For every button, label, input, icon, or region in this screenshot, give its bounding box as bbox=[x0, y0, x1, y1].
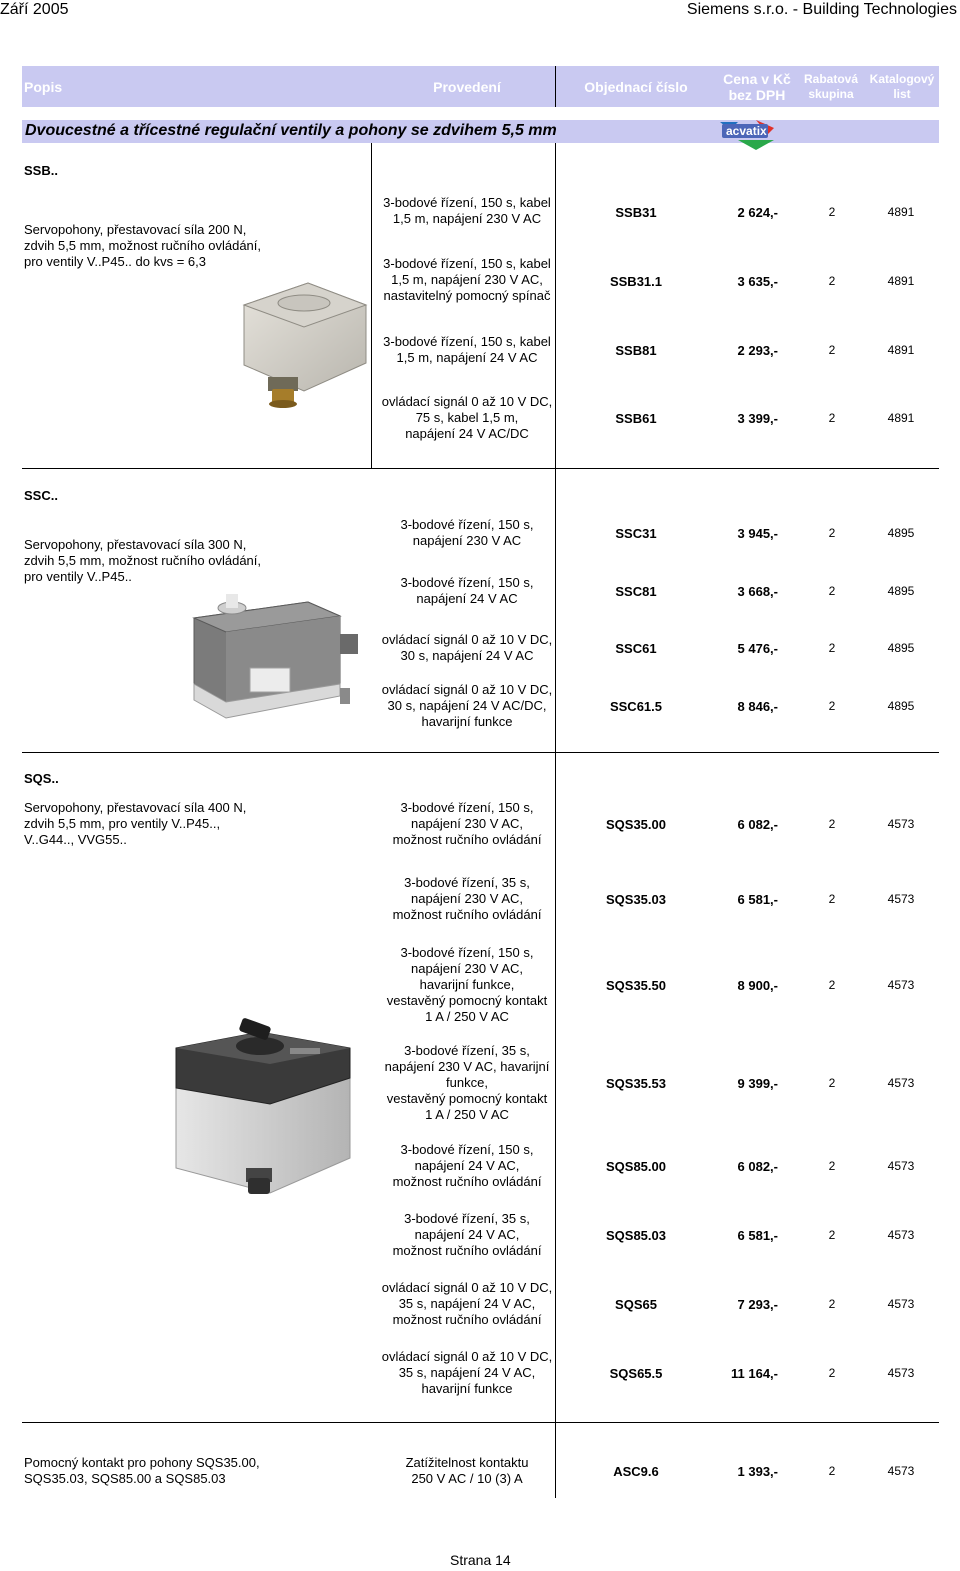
catalog-sheet: 4891 bbox=[887, 411, 915, 425]
provedeni-ssb31-1: 3-bodové řízení, 150 s, kabel 1,5 m, napájení 230 V AC, nastavitelný pomocný spínač bbox=[383, 256, 551, 303]
provedeni-sqs65: ovládací signál 0 až 10 V DC, 35 s, napájení 24 V AC, možnost ručního ovládání bbox=[381, 1280, 553, 1327]
order-code: SQS85.00 bbox=[606, 1159, 666, 1174]
discount-group: 2 bbox=[828, 1228, 836, 1242]
price: 2 624,- bbox=[737, 205, 778, 220]
ssc-actuator-image bbox=[190, 588, 370, 723]
order-code: SSB81 bbox=[615, 343, 657, 358]
price: 3 635,- bbox=[737, 274, 778, 289]
provedeni-sqs35-53: 3-bodové řízení, 35 s, napájení 230 V AC, havarijní funkce, vestavěný pomocný kontakt 1 A / 250 V AC bbox=[384, 1043, 550, 1122]
page-number: Strana 14 bbox=[450, 1552, 511, 1568]
order-code: SQS35.03 bbox=[606, 892, 666, 907]
group-separator bbox=[22, 752, 939, 753]
catalog-sheet: 4895 bbox=[887, 526, 915, 540]
price: 8 900,- bbox=[737, 978, 778, 993]
discount-group: 2 bbox=[828, 411, 836, 425]
col-provedeni: Provedení bbox=[433, 78, 501, 95]
col-objednaci: Objednací číslo bbox=[584, 78, 688, 95]
divider bbox=[371, 143, 372, 468]
catalog-sheet: 4573 bbox=[887, 1297, 915, 1311]
price: 5 476,- bbox=[737, 641, 778, 656]
table-header bbox=[22, 66, 939, 107]
discount-group: 2 bbox=[828, 526, 836, 540]
discount-group: 2 bbox=[828, 1159, 836, 1173]
order-code: SQS35.00 bbox=[606, 817, 666, 832]
provedeni-sqs85-03: 3-bodové řízení, 35 s, napájení 24 V AC, možnost ručního ovládání bbox=[392, 1211, 542, 1258]
discount-group: 2 bbox=[828, 699, 836, 713]
provedeni-sqs35-00: 3-bodové řízení, 150 s, napájení 230 V AC, možnost ručního ovládání bbox=[392, 800, 542, 847]
order-code: SQS65.5 bbox=[609, 1366, 663, 1381]
discount-group: 2 bbox=[828, 817, 836, 831]
catalog-sheet: 4573 bbox=[887, 1366, 915, 1380]
header-divider bbox=[555, 66, 556, 107]
accessory-description: Pomocný kontakt pro pohony SQS35.00, SQS35.03, SQS85.00 a SQS85.03 bbox=[24, 1455, 260, 1486]
catalog-sheet: 4573 bbox=[887, 978, 915, 992]
discount-group: 2 bbox=[828, 1297, 836, 1311]
svg-text:acvatix: acvatix bbox=[726, 124, 767, 138]
order-code: SQS35.50 bbox=[606, 978, 666, 993]
price: 6 581,- bbox=[737, 1228, 778, 1243]
group-description-ssb: Servopohony, přestavovací síla 200 N, zdvih 5,5 mm, možnost ručního ovládání, pro ventily V..P45.. do kvs = 6,3 bbox=[24, 222, 262, 269]
discount-group: 2 bbox=[828, 584, 836, 598]
catalog-sheet: 4573 bbox=[887, 1076, 915, 1090]
catalog-sheet: 4573 bbox=[887, 1159, 915, 1173]
col-rabat: Rabatová skupina bbox=[803, 71, 859, 101]
order-code: SSC61.5 bbox=[609, 699, 663, 714]
order-code: SQS65 bbox=[615, 1297, 657, 1312]
price: 9 399,- bbox=[737, 1076, 778, 1091]
catalog-sheet: 4573 bbox=[887, 817, 915, 831]
acvatix-logo bbox=[718, 120, 794, 150]
group-code-ssb: SSB.. bbox=[24, 163, 58, 178]
catalog-sheet: 4573 bbox=[887, 1464, 915, 1478]
price: 3 945,- bbox=[737, 526, 778, 541]
catalog-sheet: 4891 bbox=[887, 205, 915, 219]
price: 7 293,- bbox=[737, 1297, 778, 1312]
order-code: SQS85.03 bbox=[606, 1228, 666, 1243]
price: 8 846,- bbox=[737, 699, 778, 714]
provedeni-ssb31: 3-bodové řízení, 150 s, kabel 1,5 m, napájení 230 V AC bbox=[383, 195, 551, 226]
catalog-sheet: 4895 bbox=[887, 641, 915, 655]
group-description-ssc: Servopohony, přestavovací síla 300 N, zdvih 5,5 mm, možnost ručního ovládání, pro ventily V..P45.. bbox=[24, 537, 262, 584]
group-description-sqs: Servopohony, přestavovací síla 400 N, zdvih 5,5 mm, pro ventily V..P45.., V..G44.., VVG55.. bbox=[24, 800, 247, 847]
header-date: Září 2005 bbox=[0, 1, 69, 18]
discount-group: 2 bbox=[828, 1464, 836, 1478]
col-katalog: Katalogový list bbox=[869, 71, 935, 101]
catalog-sheet: 4891 bbox=[887, 274, 915, 288]
group-code-ssc: SSC.. bbox=[24, 488, 58, 503]
catalog-sheet: 4895 bbox=[887, 699, 915, 713]
price: 6 082,- bbox=[737, 1159, 778, 1174]
catalog-sheet: 4573 bbox=[887, 1228, 915, 1242]
provedeni-ssc81: 3-bodové řízení, 150 s, napájení 24 V AC bbox=[400, 575, 534, 606]
order-code: SSB31 bbox=[615, 205, 657, 220]
order-code: SSB31.1 bbox=[609, 274, 663, 289]
group-separator bbox=[22, 1422, 939, 1423]
discount-group: 2 bbox=[828, 274, 836, 288]
col-cena: Cena v Kč bez DPH bbox=[723, 70, 791, 103]
provedeni-sqs35-03: 3-bodové řízení, 35 s, napájení 230 V AC, možnost ručního ovládání bbox=[392, 875, 542, 922]
sqs-actuator-image bbox=[170, 1018, 360, 1198]
provedeni-sqs65-5: ovládací signál 0 až 10 V DC, 35 s, napájení 24 V AC, havarijní funkce bbox=[381, 1349, 553, 1396]
discount-group: 2 bbox=[828, 892, 836, 906]
discount-group: 2 bbox=[828, 1076, 836, 1090]
discount-group: 2 bbox=[828, 1366, 836, 1380]
provedeni-ssc61: ovládací signál 0 až 10 V DC, 30 s, napájení 24 V AC bbox=[381, 632, 553, 663]
order-code: SSC61 bbox=[615, 641, 657, 656]
price: 3 668,- bbox=[737, 584, 778, 599]
provedeni-ssc61-5: ovládací signál 0 až 10 V DC, 30 s, napájení 24 V AC/DC, havarijní funkce bbox=[381, 682, 553, 729]
order-code: SSB61 bbox=[615, 411, 657, 426]
provedeni-ssc31: 3-bodové řízení, 150 s, napájení 230 V AC bbox=[400, 517, 534, 548]
discount-group: 2 bbox=[828, 343, 836, 357]
price: 6 581,- bbox=[737, 892, 778, 907]
accessory-provedeni: Zatížitelnost kontaktu 250 V AC / 10 (3) A bbox=[405, 1455, 529, 1486]
group-separator bbox=[22, 468, 939, 469]
section-heading bbox=[22, 120, 939, 143]
catalog-sheet: 4891 bbox=[887, 343, 915, 357]
provedeni-sqs35-50: 3-bodové řízení, 150 s, napájení 230 V AC, havarijní funkce, vestavěný pomocný kontakt 1 A / 250 V AC bbox=[386, 945, 548, 1024]
price: 1 393,- bbox=[737, 1464, 778, 1479]
ssb-actuator-image bbox=[238, 265, 370, 410]
order-code: ASC9.6 bbox=[613, 1464, 659, 1479]
discount-group: 2 bbox=[828, 641, 836, 655]
price: 3 399,- bbox=[737, 411, 778, 426]
section-title: Dvoucestné a třícestné regulační ventily a pohony se zdvihem 5,5 mm bbox=[25, 122, 557, 139]
provedeni-sqs85-00: 3-bodové řízení, 150 s, napájení 24 V AC, možnost ručního ovládání bbox=[392, 1142, 542, 1189]
catalog-sheet: 4573 bbox=[887, 892, 915, 906]
catalog-sheet: 4895 bbox=[887, 584, 915, 598]
group-code-sqs: SQS.. bbox=[24, 771, 59, 786]
order-code: SQS35.53 bbox=[606, 1076, 666, 1091]
price: 2 293,- bbox=[737, 343, 778, 358]
order-code: SSC81 bbox=[615, 584, 657, 599]
price: 6 082,- bbox=[737, 817, 778, 832]
provedeni-ssb61: ovládací signál 0 až 10 V DC, 75 s, kabel 1,5 m, napájení 24 V AC/DC bbox=[381, 394, 553, 441]
provedeni-ssb81: 3-bodové řízení, 150 s, kabel 1,5 m, napájení 24 V AC bbox=[383, 334, 551, 365]
order-code: SSC31 bbox=[615, 526, 657, 541]
price: 11 164,- bbox=[731, 1366, 778, 1381]
discount-group: 2 bbox=[828, 205, 836, 219]
discount-group: 2 bbox=[828, 978, 836, 992]
header-company: Siemens s.r.o. - Building Technologies bbox=[686, 1, 957, 18]
col-popis: Popis bbox=[24, 78, 63, 95]
